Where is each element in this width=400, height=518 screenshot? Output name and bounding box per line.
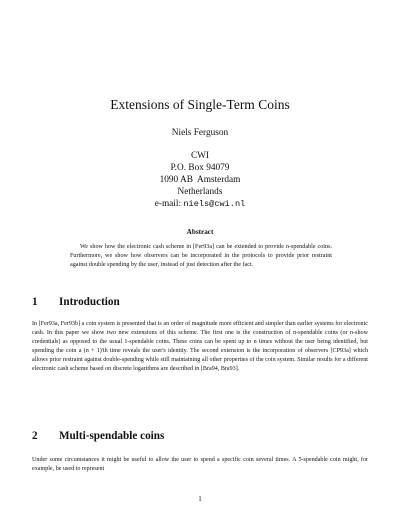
section-number: 1 [32, 296, 38, 308]
affiliation-org: CWI [190, 151, 210, 161]
affiliation-email-line [0, 199, 400, 209]
section-heading-introduction [32, 296, 120, 308]
abstract-heading: Abstract [186, 228, 214, 236]
section-number: 2 [32, 430, 38, 442]
abstract-text: We show how the electronic cash scheme in [Fer93a] can be extended to provide n-spendable coins. Furthermore, we show how observers can be incorporated in the protocols to provide prior restraint against double spending by the user, instead of just detection after the fact. [70, 244, 332, 268]
affiliation-country: Netherlands [177, 187, 223, 197]
section-heading-multi-spendable [32, 430, 164, 442]
page-number: 1 [198, 495, 202, 503]
paper-title: Extensions of Single-Term Coins [110, 97, 290, 112]
section-title: Multi-spendable coins [59, 430, 165, 442]
affiliation-city: 1090 AB Amsterdam [159, 175, 241, 185]
section-title: Introduction [59, 296, 120, 308]
introduction-paragraph: In [Fer93a, Fer93b] a coin system is presented that is an order of magnitude more efficient and simpler than earlier systems for electronic cash. In this paper we show two new extensions of this scheme. The first one is the construction of n-spendable coins (or n-show credentials) as opposed to the usual 1-spendable coins. These coins can be spent up to n times without the user being identified, but spending the coin a (n + 1)'th time reveals the user's identity. The second extension is the incorporation of observers [CP93a] which allows prior restraint against double-spending while still maintaining all other properties of the coin system. Similar results for a different electronic cash scheme based on discrete logarithms are described in [Bra94, Bra93]. [32, 321, 368, 373]
affiliation-po-box: P.O. Box 94079 [170, 163, 230, 173]
email-address[interactable]: niels@cwi.nl [183, 199, 246, 209]
multi-spendable-paragraph: Under some circumstances it might be useful to allow the user to spend a specific coin several times. A 5-spendable coin might, for example, be used to represent [32, 457, 368, 473]
author-name: Niels Ferguson [171, 128, 229, 138]
email-label: e-mail: [154, 199, 182, 209]
